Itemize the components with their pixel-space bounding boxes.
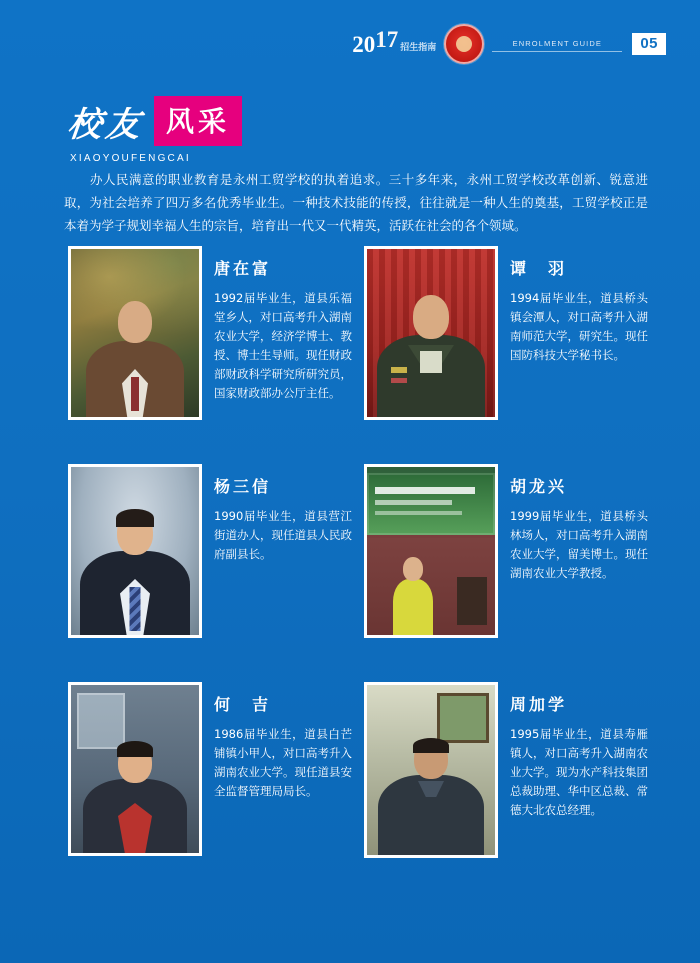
alumni-photo-tangzaifu (68, 246, 202, 420)
alumni-name: 谭 羽 (510, 259, 568, 278)
alumni-photo-heji (68, 682, 202, 856)
alumni-info (510, 682, 648, 858)
alumni-name: 唐在富 (214, 259, 272, 278)
header-subtitle-en: ENROLMENT GUIDE (512, 38, 602, 48)
alumni-name: 杨三信 (214, 477, 272, 496)
alumni-photo-zhoujiaxue (364, 682, 498, 858)
alumni-name: 周加学 (510, 695, 568, 714)
alumni-card (68, 464, 358, 638)
page-number: 05 (632, 33, 666, 55)
year-suffix: 17 (375, 26, 399, 52)
alumni-bio: 1995届毕业生，道县寿雁镇人，对口高考升入湖南农业大学。现为水产科技集团总裁助理、华中区总裁、常德大北农总经理。 (510, 727, 648, 817)
year-prefix: 20 (352, 31, 376, 57)
year-logo (352, 26, 437, 57)
alumni-bio: 1992届毕业生，道县乐福堂乡人，对口高考升入湖南农业大学，经济学博士、教授、博士生导师。现任财政部财政科学研究所研究员，国家财政部办公厅主任。 (214, 291, 352, 400)
header-divider (492, 51, 622, 52)
alumni-row (68, 246, 654, 420)
page-header (352, 22, 666, 66)
alumni-row (68, 464, 654, 638)
alumni-info (510, 246, 648, 420)
alumni-photo-yangsanxin (68, 464, 202, 638)
section-title-row (65, 96, 242, 146)
alumni-info (214, 682, 352, 858)
alumni-card (364, 464, 654, 638)
alumni-info (214, 464, 352, 638)
section-title-pinyin: XIAOYOUFENGCAI (70, 153, 191, 164)
alumni-bio: 1999届毕业生，道县桥头林场人，对口高考升入湖南农业大学，留美博士。现任湖南农业大学教授。 (510, 509, 648, 580)
header-subtitle-group (492, 37, 622, 52)
year-cn-label: 招生指南 (400, 41, 437, 52)
intro-paragraph: 办人民满意的职业教育是永州工贸学校的执着追求。三十多年来，永州工贸学校改革创新、锐意进取，为社会培养了四万多名优秀毕业生。一种技术技能的传授，往往就是一种人生的奠基，工贸学校正是本着为学子规划幸福人生的宗旨，培育出一代又一代精英，活跃在社会的各个领域。 (64, 172, 648, 233)
alumni-info (214, 246, 352, 420)
alumni-name: 何 吉 (214, 695, 272, 714)
section-title (65, 96, 242, 164)
alumni-info (510, 464, 648, 638)
alumni-photo-hulongxing (364, 464, 498, 638)
alumni-name: 胡龙兴 (510, 477, 568, 496)
alumni-photo-tanyu (364, 246, 498, 420)
alumni-card (364, 682, 654, 858)
alumni-row (68, 682, 654, 858)
alumni-card (364, 246, 654, 420)
alumni-bio: 1994届毕业生，道县桥头镇会潭人，对口高考升入湖南师范大学，研究生。现任国防科技大学秘书长。 (510, 291, 648, 362)
section-title-part1: 校友 (65, 106, 146, 144)
alumni-grid (68, 246, 654, 902)
alumni-card (68, 246, 358, 420)
alumni-card (68, 682, 358, 858)
section-title-part2: 风采 (154, 96, 242, 146)
alumni-bio: 1986届毕业生，道县白芒铺镇小甲人，对口高考升入湖南农业大学。现任道县安全监督管理局局长。 (214, 727, 352, 798)
alumni-bio: 1990届毕业生，道县营江街道办人，现任道县人民政府副县长。 (214, 509, 352, 561)
school-seal-icon (444, 24, 484, 64)
